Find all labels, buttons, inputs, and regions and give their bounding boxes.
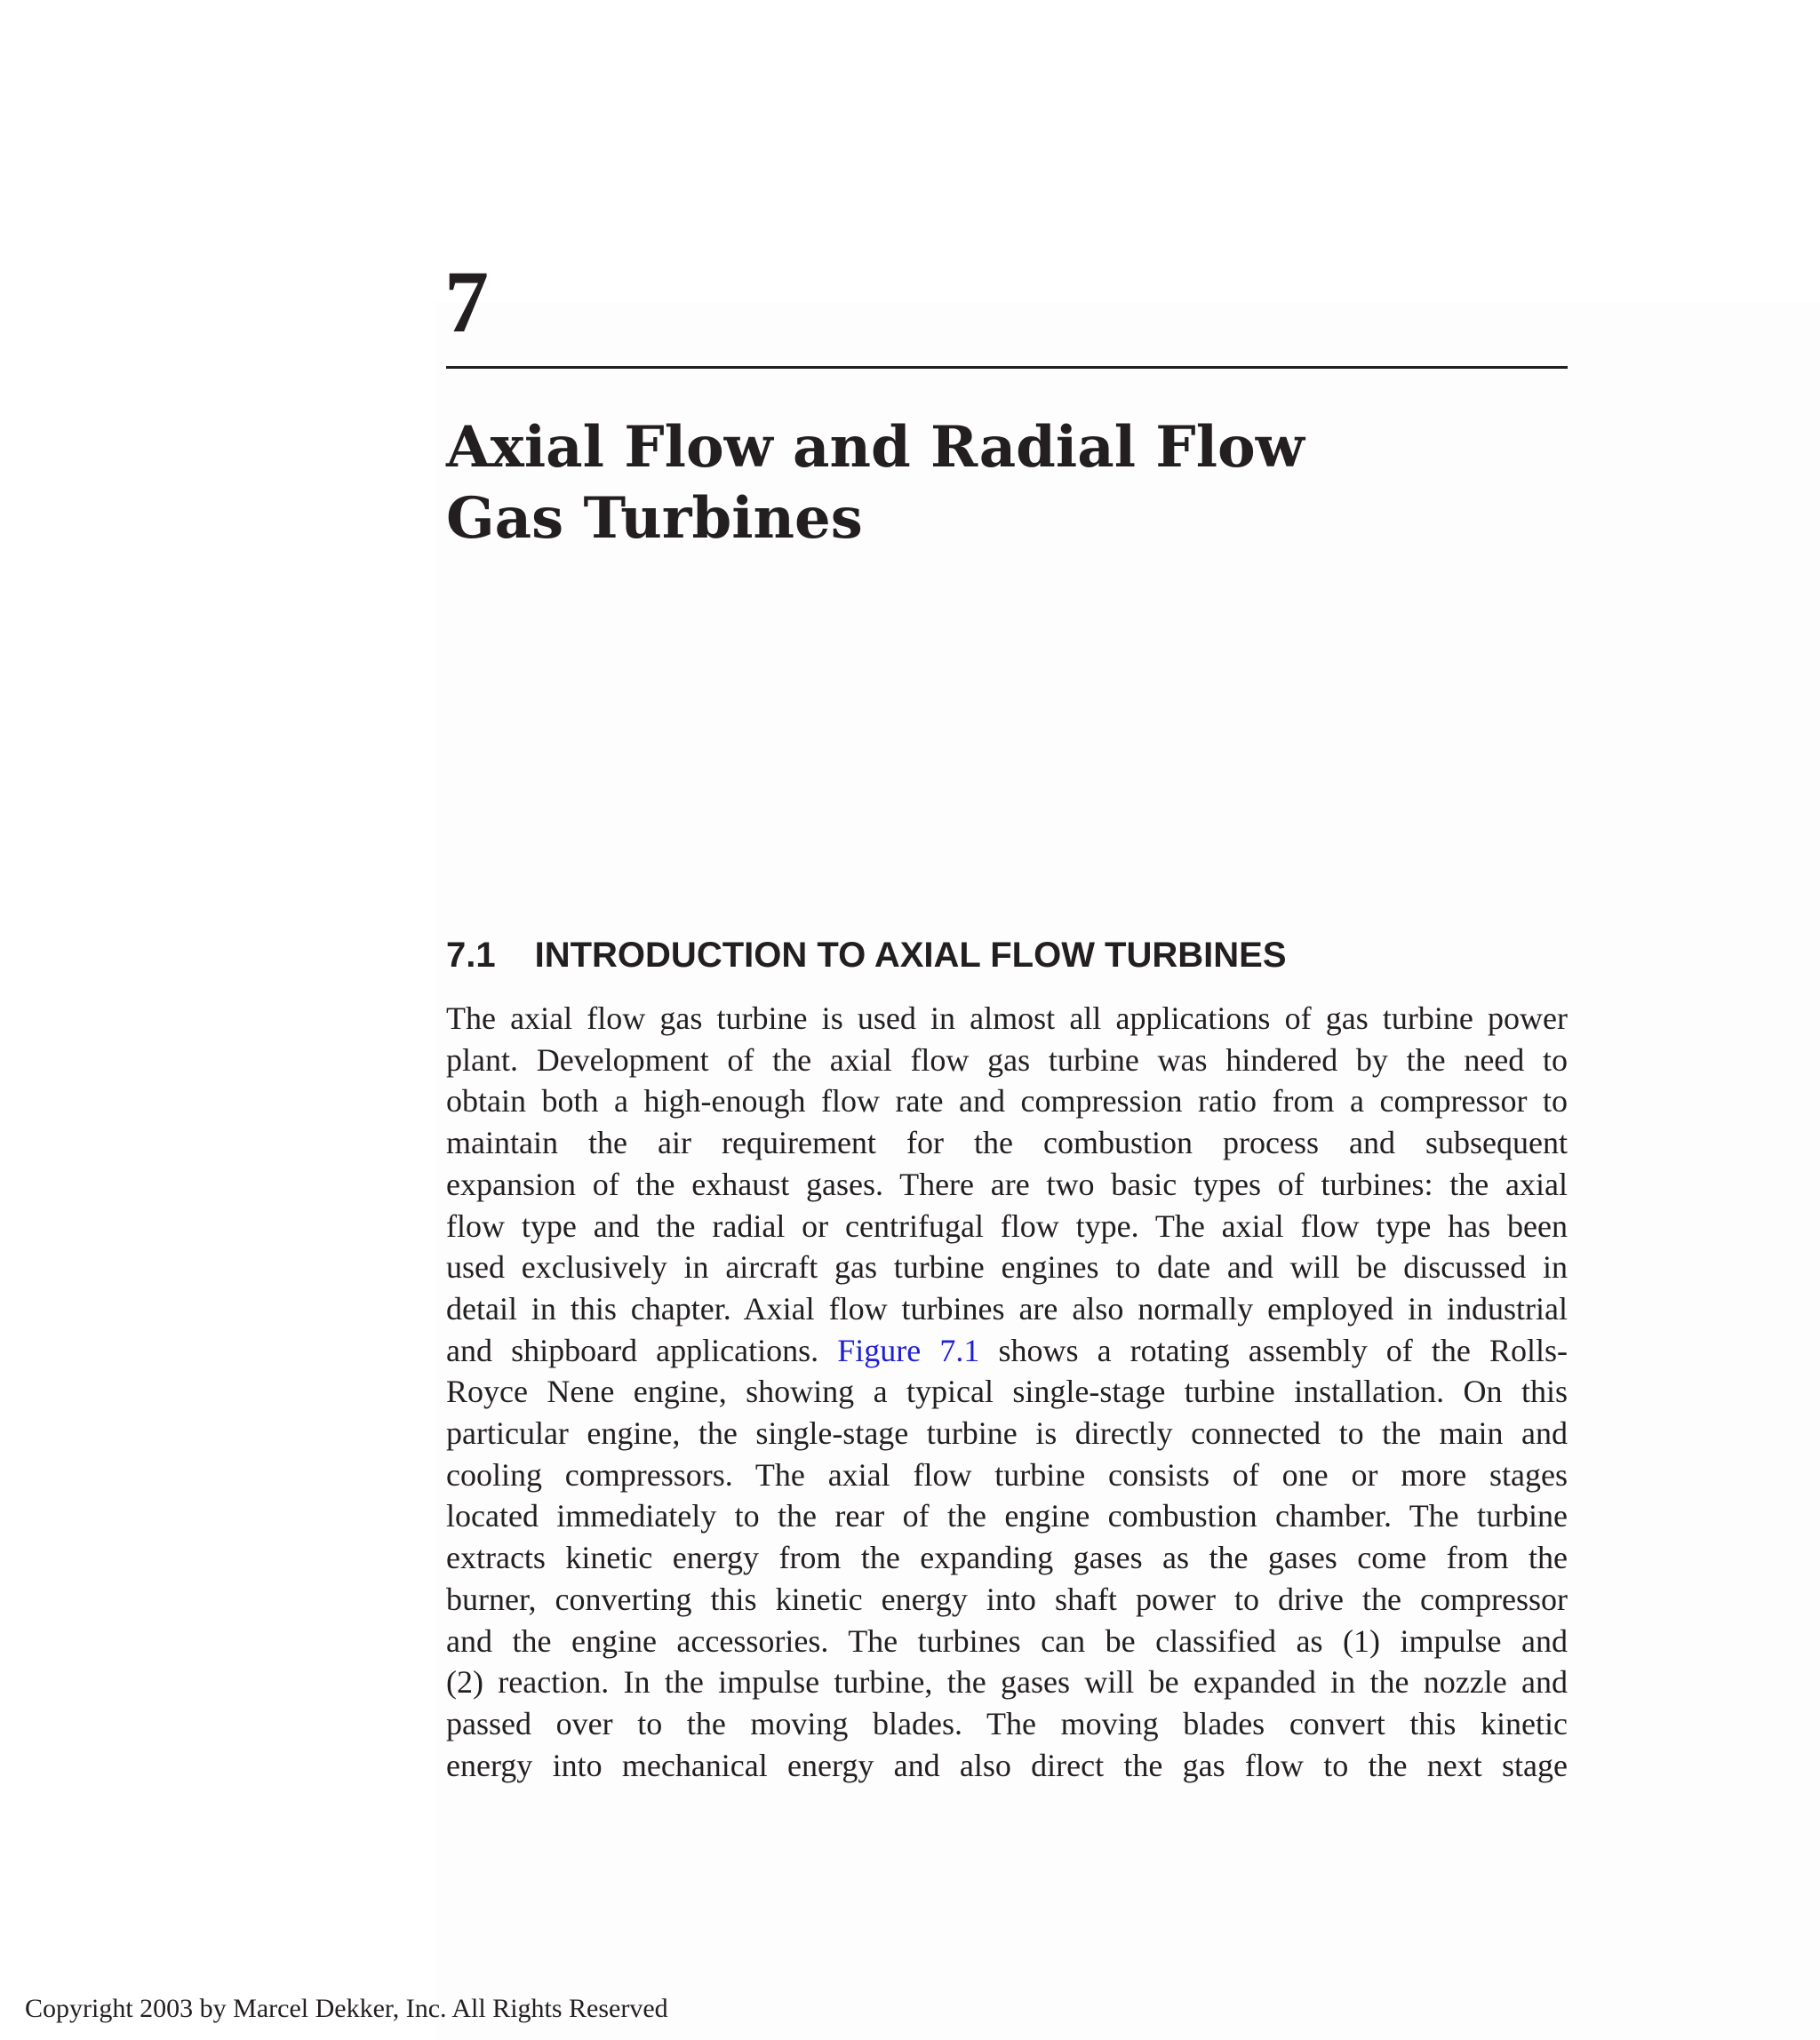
chapter-title-line-1: Axial Flow and Radial Flow xyxy=(446,414,1305,481)
body-line-part: and shipboard applications. xyxy=(446,1332,838,1368)
body-line: used exclusively in aircraft gas turbine engines to date and will be discussed in xyxy=(446,1249,1568,1286)
body-line: cooling compressors. The axial flow turbine consists of one or more stages xyxy=(446,1456,1568,1493)
figure-7-1-link[interactable]: Figure 7.1 xyxy=(837,1332,980,1368)
chapter-rule xyxy=(446,366,1568,369)
body-line: (2) reaction. In the impulse turbine, the gases will be expanded in the nozzle and xyxy=(446,1664,1568,1701)
body-line: passed over to the moving blades. The moving blades convert this kinetic xyxy=(446,1705,1568,1741)
chapter-title xyxy=(446,412,1568,554)
body-line: obtain both a high-enough flow rate and compression ratio from a compressor to xyxy=(446,1083,1568,1120)
section-heading xyxy=(446,928,1568,982)
body-paragraph xyxy=(446,998,1568,1786)
section-number: 7.1 xyxy=(446,936,496,975)
body-line: flow type and the radial or centrifugal flow type. The axial flow type has been xyxy=(446,1207,1568,1244)
body-line: maintain the air requirement for the combustion process and subsequent xyxy=(446,1125,1568,1161)
section-title: INTRODUCTION TO AXIAL FLOW TURBINES xyxy=(534,936,1287,975)
body-line: Royce Nene engine, showing a typical single-stage turbine installation. On this xyxy=(446,1374,1568,1410)
chapter-number: 7 xyxy=(444,252,489,351)
body-line-part: shows a rotating assembly of the Rolls- xyxy=(979,1332,1568,1368)
chapter-title-line-2: Gas Turbines xyxy=(446,485,863,552)
body-line: located immediately to the rear of the engine combustion chamber. The turbine xyxy=(446,1498,1568,1534)
body-line: extracts kinetic energy from the expanding gases as the gases come from the xyxy=(446,1540,1568,1576)
body-line: The axial flow gas turbine is used in almost all applications of gas turbine power xyxy=(446,1000,1568,1036)
body-line: and the engine accessories. The turbines can be classified as (1) impulse and xyxy=(446,1622,1568,1659)
body-line: energy into mechanical energy and also direct the gas flow to the next stage xyxy=(446,1747,1568,1783)
body-line: detail in this chapter. Axial flow turbines are also normally employed in industrial xyxy=(446,1290,1568,1327)
body-line: burner, converting this kinetic energy into shaft power to drive the compressor xyxy=(446,1581,1568,1617)
body-line: plant. Development of the axial flow gas turbine was hindered by the need to xyxy=(446,1041,1568,1078)
body-line: particular engine, the single-stage turbine is directly connected to the main and xyxy=(446,1415,1568,1452)
copyright-footer: Copyright 2003 by Marcel Dekker, Inc. All Rights Reserved xyxy=(25,1994,668,2023)
body-line: expansion of the exhaust gases. There are two basic types of turbines: the axial xyxy=(446,1166,1568,1202)
body-line-with-figure-link xyxy=(446,1330,1568,1372)
